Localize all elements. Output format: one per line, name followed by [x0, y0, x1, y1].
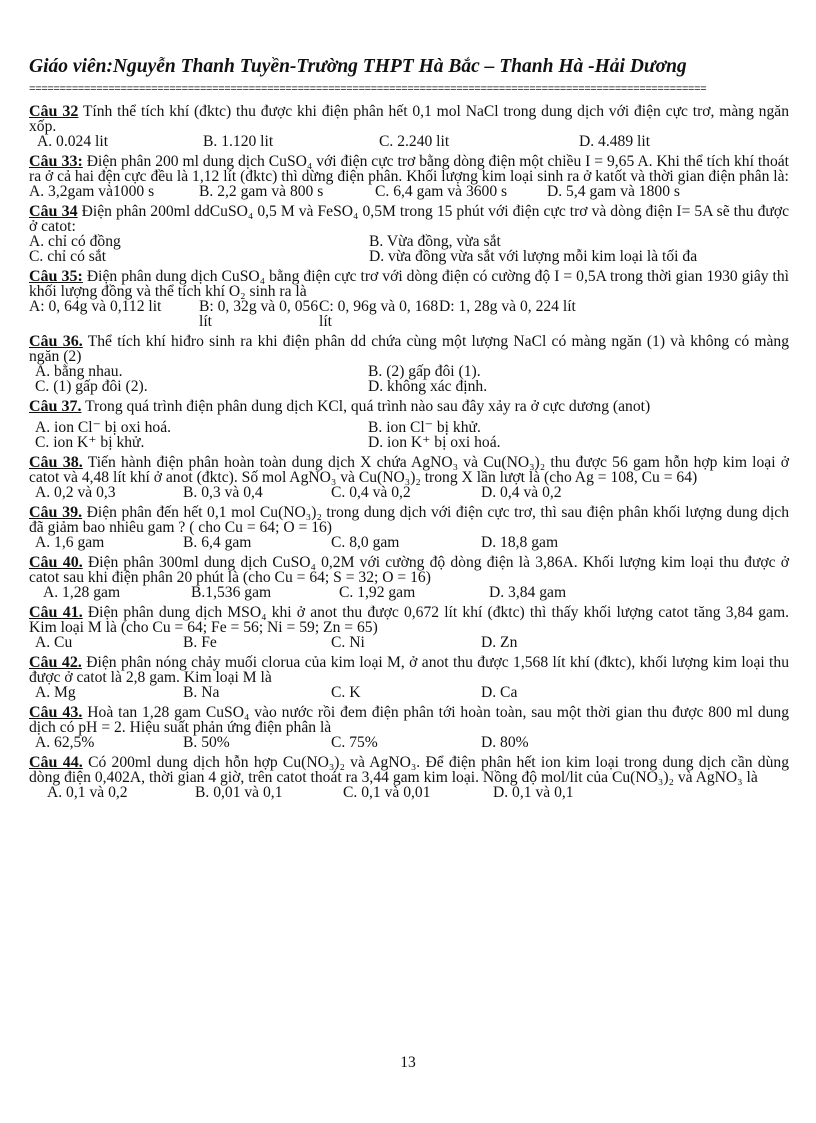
option-b: B: 0, 32g và 0, 056 lít	[199, 298, 319, 330]
question-label: Câu 43.	[29, 704, 83, 721]
question-38	[29, 455, 789, 500]
question-text: Điện phân nóng chảy muối clorua của kim loại M, ở anot thu được 1,568 lít khí (đktc), khối lượng kim loại thu được ở catot là 2,8 gam. Kim loại M là	[29, 654, 789, 686]
option-a: A. ion Cl⁻ bị oxi hoá.	[35, 419, 172, 436]
question-text: Trong quá trình điện phân dung dịch KCl, quá trình nào sau đây xảy ra ở cực dương (anot)	[85, 398, 651, 415]
option-d: D. 5,4 gam và 1800 s	[547, 183, 680, 200]
question-label: Câu 42.	[29, 654, 82, 671]
question-text: Điện phân dung dịch MSO₄ khi ở anot thu được 0,672 lít khí (đktc) thì thấy khối lượng catot tăng 3,84 gam. Kim loại M là (cho Cu = 64; Fe = 56; Ni = 59; Zn = 65)	[29, 604, 789, 636]
option-a: A. 1,28 gam	[43, 584, 121, 601]
option-c: C. 1,92 gam	[339, 584, 416, 601]
option-a: A. 0,2 và 0,3	[35, 484, 116, 501]
option-d: D. vừa đồng vừa sắt với lượng mỗi kim loại là tối đa	[369, 248, 698, 265]
option-b: B. Fe	[183, 634, 217, 651]
question-32	[29, 104, 789, 149]
options	[29, 485, 789, 500]
option-b: B. 50%	[183, 734, 230, 751]
question-37	[29, 399, 789, 450]
option-d: D. 4.489 lit	[579, 133, 651, 150]
question-label: Câu 35:	[29, 268, 83, 285]
option-b: B. Vừa đồng, vừa sắt	[369, 233, 501, 250]
question-label: Câu 37.	[29, 398, 82, 415]
options	[29, 184, 789, 199]
question-label: Câu 33:	[29, 153, 83, 170]
question-39	[29, 505, 789, 550]
option-c: C. K	[331, 684, 361, 701]
option-b: B. 2,2 gam và 800 s	[199, 183, 324, 200]
option-d: D. Ca	[481, 684, 518, 701]
option-a: A. 1,6 gam	[35, 534, 105, 551]
option-a: A: 0, 64g và 0,112 lit	[29, 298, 162, 315]
option-c: C. 0,1 và 0,01	[343, 784, 431, 801]
question-41	[29, 605, 789, 650]
question-33	[29, 154, 789, 199]
question-34	[29, 204, 789, 264]
option-a: A. 62,5%	[35, 734, 95, 751]
question-43	[29, 705, 789, 750]
question-label: Câu 40.	[29, 554, 83, 571]
option-a: A. 0.024 lit	[37, 133, 109, 150]
option-d: D. ion K⁺ bị oxi hoá.	[368, 434, 501, 451]
question-text: Có 200ml dung dịch hỗn hợp Cu(NO₃)₂ và AgNO₃. Để điện phân hết ion kim loại trong dung dịch cần dùng dòng điện 0,402A, thời gian 4 giờ, trên catot thoát ra 3,44 gam kim loại. Nồng độ mol/lit của Cu(NO₃)₂ và AgNO₃ là	[29, 754, 789, 786]
option-b: B. 1.120 lit	[203, 133, 274, 150]
option-d: D: 1, 28g và 0, 224 lít	[439, 298, 576, 315]
options	[29, 535, 789, 550]
page-number: 13	[400, 1054, 416, 1071]
option-c: C. 75%	[331, 734, 378, 751]
option-c: C. 8,0 gam	[331, 534, 400, 551]
question-text: Tính thể tích khí (đktc) thu được khi điện phân hết 0,1 mol NaCl trong dung dịch với điện cực trơ, màng ngăn xốp.	[29, 103, 789, 135]
question-36	[29, 334, 789, 394]
option-a: A. chỉ có đồng	[29, 233, 121, 250]
option-c: C. Ni	[331, 634, 365, 651]
option-b: B.1,536 gam	[191, 584, 272, 601]
question-42	[29, 655, 789, 700]
options	[29, 234, 789, 264]
question-35	[29, 269, 789, 329]
header-rule: ===============================================================================================================	[29, 84, 707, 96]
question-text: Điện phân dung dịch CuSO₄ bằng điện cực trơ với dòng điện có cường độ I = 0,5A trong thời gian 1930 giây thì khối lượng đồng và thể tích khí O₂ sinh ra là	[29, 268, 790, 300]
option-c: C. ion K⁺ bị khử.	[35, 434, 145, 451]
option-c: C. chỉ có sắt	[29, 248, 107, 265]
option-c: C. 2.240 lit	[379, 133, 450, 150]
option-a: A. 3,2gam và1000 s	[29, 183, 155, 200]
options	[29, 785, 789, 800]
option-d: D. không xác định.	[368, 378, 488, 395]
question-label: Câu 32	[29, 103, 79, 120]
option-b: B. 0,01 và 0,1	[195, 784, 283, 801]
options	[29, 299, 789, 329]
page-header: Giáo viên:Nguyễn Thanh Tuyền-Trường THPT Hà Bắc – Thanh Hà -Hải Dương	[29, 56, 687, 77]
option-a: A. Cu	[35, 634, 73, 651]
question-label: Câu 44.	[29, 754, 83, 771]
option-c: C: 0, 96g và 0, 168 lít	[319, 298, 439, 330]
options	[29, 635, 789, 650]
option-b: B. ion Cl⁻ bị khử.	[368, 419, 481, 436]
question-text: Thể tích khí hiđro sinh ra khi điện phân dd chứa cùng một lượng NaCl có màng ngăn (1) và không có màng ngăn (2)	[29, 333, 789, 365]
option-b: B. (2) gấp đôi (1).	[368, 363, 481, 380]
option-a: A. 0,1 và 0,2	[47, 784, 128, 801]
question-label: Câu 39.	[29, 504, 83, 521]
option-b: B. 0,3 và 0,4	[183, 484, 263, 501]
option-c: C. (1) gấp đôi (2).	[35, 378, 148, 395]
options	[29, 134, 789, 149]
option-d: D. Zn	[481, 634, 518, 651]
option-a: A. bằng nhau.	[35, 363, 123, 380]
question-label: Câu 36.	[29, 333, 83, 350]
option-b: B. 6,4 gam	[183, 534, 252, 551]
options	[29, 420, 789, 450]
options	[29, 735, 789, 750]
option-d: D. 0,1 và 0,1	[493, 784, 574, 801]
question-40	[29, 555, 789, 600]
question-text: Điện phân 300ml dung dịch CuSO₄ 0,2M với cường độ dòng điện là 3,86A. Khối lượng kim loại thu được ở catot sau khi điện phân 20 phút là (cho Cu = 64; S = 32; O = 16)	[29, 554, 789, 586]
options	[29, 364, 789, 394]
option-a: A. Mg	[35, 684, 76, 701]
options	[29, 685, 789, 700]
question-44	[29, 755, 789, 800]
question-label: Câu 41.	[29, 604, 83, 621]
option-d: D. 80%	[481, 734, 529, 751]
option-c: C. 0,4 và 0,2	[331, 484, 411, 501]
question-text: Điện phân 200 ml dung dịch CuSO₄ với điện cực trơ bằng dòng điện một chiều I = 9,65 A. Khi thể tích khí thoát ra ở cả hai đện cực đều là 1,12 lít (đktc) thì dừng điện phân. Khối lượng kim loại sinh ra ở katốt và thời gian điện phân là:	[29, 153, 790, 185]
question-text: Điện phân đến hết 0,1 mol Cu(NO₃)₂ trong dung dịch với điện cực trơ, thì sau điện phân khối lượng dung dịch đã giảm bao nhiêu gam ? ( cho Cu = 64; O = 16)	[29, 504, 790, 536]
question-label: Câu 38.	[29, 454, 83, 471]
option-b: B. Na	[183, 684, 220, 701]
option-c: C. 6,4 gam và 3600 s	[375, 183, 508, 200]
question-label: Câu 34	[29, 203, 78, 220]
question-text: Điện phân 200ml ddCuSO₄ 0,5 M và FeSO₄ 0,5M trong 15 phút với điện cực trơ và dòng điện I= 5A sẽ thu được ở catot:	[29, 203, 790, 235]
option-d: D. 3,84 gam	[489, 584, 567, 601]
option-d: D. 0,4 và 0,2	[481, 484, 562, 501]
options	[29, 585, 789, 600]
question-text: Hoà tan 1,28 gam CuSO₄ vào nước rồi đem điện phân tới hoàn toàn, sau một thời gian thu được 800 ml dung dịch có pH = 2. Hiệu suất phản ứng điện phân là	[29, 704, 790, 736]
question-text: Tiến hành điện phân hoàn toàn dung dịch X chứa AgNO₃ và Cu(NO₃)₂ thu được 56 gam hỗn hợp kim loại ở catot và 4,48 lít khí ở anot (đktc). Số mol AgNO₃ và Cu(NO₃)₂ trong X lần lượt là (cho Ag = 108, Cu = 64)	[29, 454, 790, 486]
document-page	[29, 56, 789, 800]
option-d: D. 18,8 gam	[481, 534, 559, 551]
